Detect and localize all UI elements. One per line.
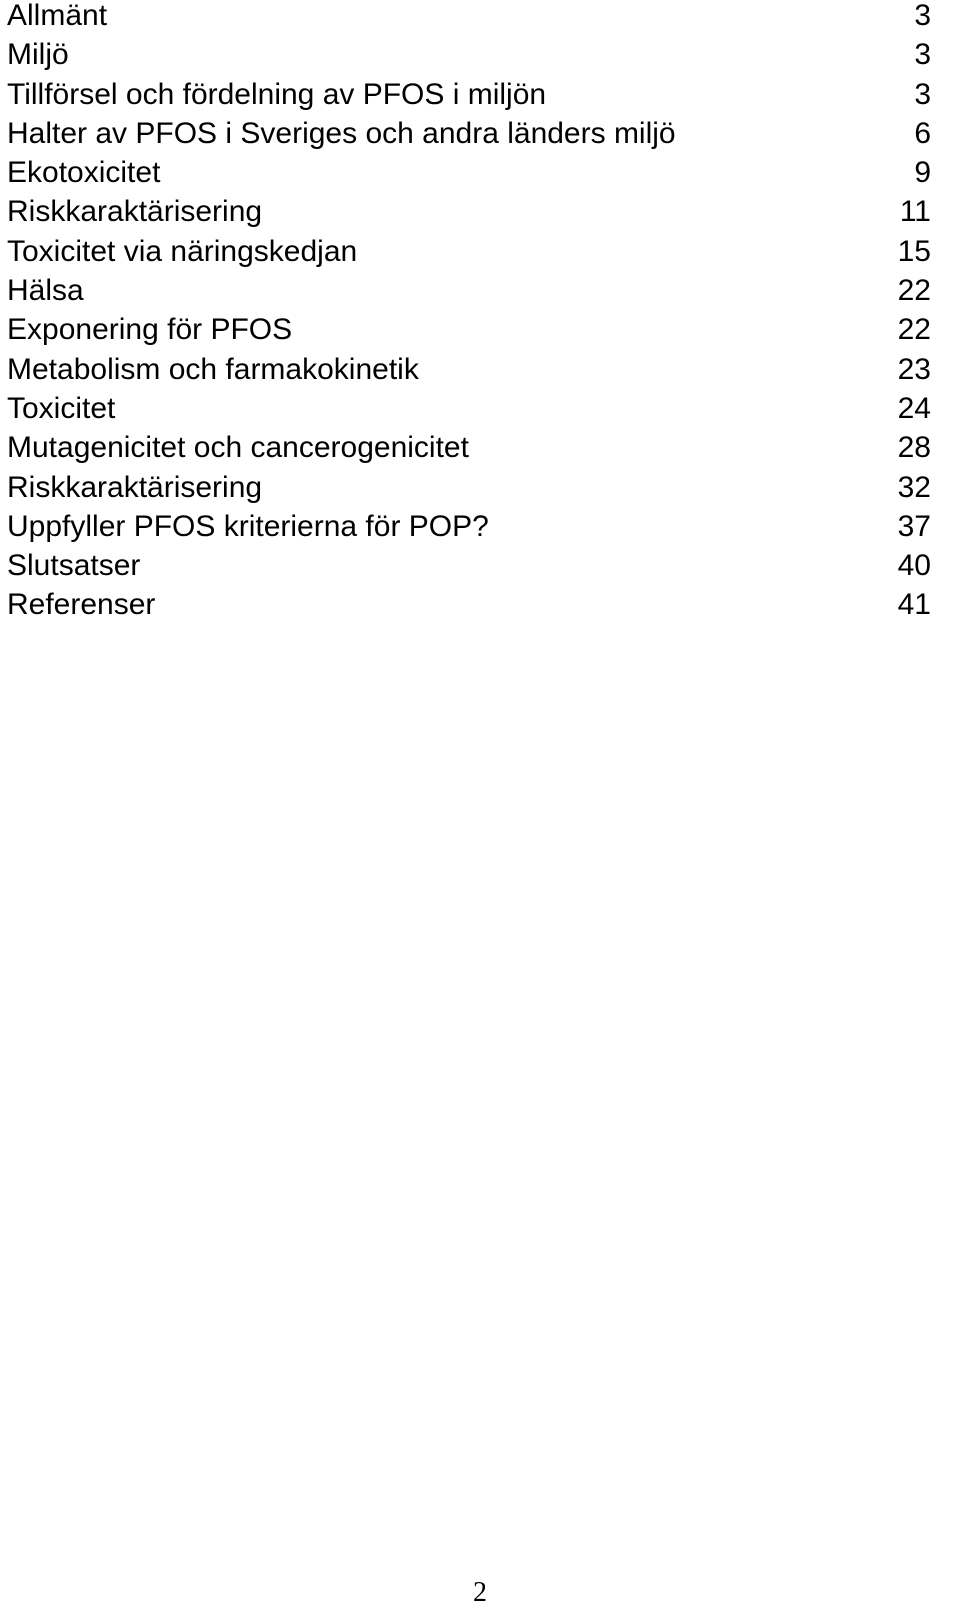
toc-entry-toxicitet <box>7 389 931 428</box>
toc-entry-title: Allmänt <box>7 0 108 32</box>
toc-entry-riskkarakterisering-miljo <box>7 192 931 231</box>
toc-entry-miljo <box>7 35 931 74</box>
toc-entry-title: Metabolism och farmakokinetik <box>7 352 419 386</box>
toc-entry-title: Exponering för PFOS <box>7 313 293 347</box>
toc-entry-page-number: 28 <box>897 431 931 465</box>
toc-entry-riskkarakterisering-halsa <box>7 468 931 507</box>
toc-entry-slutsatser <box>7 546 931 585</box>
toc-entry-metabolism <box>7 350 931 389</box>
toc-entry-page-number: 37 <box>897 509 931 543</box>
toc-entry-pop-kriterier <box>7 507 931 546</box>
toc-entry-title: Ekotoxicitet <box>7 156 161 190</box>
toc-entry-page-number: 32 <box>897 470 931 504</box>
toc-entry-page-number: 22 <box>897 313 931 347</box>
toc-entry-referenser <box>7 585 931 624</box>
toc-entry-page-number: 9 <box>914 156 931 190</box>
toc-entry-tillforsel <box>7 75 931 114</box>
toc-entry-title: Halter av PFOS i Sveriges och andra länders miljö <box>7 116 676 150</box>
toc-entry-page-number: 23 <box>897 352 931 386</box>
toc-entry-page-number: 15 <box>897 234 931 268</box>
toc-entry-mutagenicitet <box>7 428 931 467</box>
toc-entry-page-number: 22 <box>897 274 931 308</box>
toc-entry-page-number: 40 <box>897 549 931 583</box>
toc-entry-exponering <box>7 310 931 349</box>
toc-entry-title: Slutsatser <box>7 549 141 583</box>
toc-entry-page-number: 3 <box>914 38 931 72</box>
toc-entry-title: Hälsa <box>7 274 84 308</box>
toc-entry-title: Miljö <box>7 38 69 72</box>
toc-entry-title: Riskkaraktärisering <box>7 195 263 229</box>
toc-entry-title: Toxicitet via näringskedjan <box>7 234 358 268</box>
toc-entry-title: Mutagenicitet och cancerogenicitet <box>7 431 469 465</box>
toc-entry-naringskedjan <box>7 232 931 271</box>
toc-entry-title: Toxicitet <box>7 391 116 425</box>
toc-entry-allmant <box>7 0 931 35</box>
toc-entry-ekotoxicitet <box>7 153 931 192</box>
table-of-contents <box>7 0 931 625</box>
toc-entry-page-number: 24 <box>897 391 931 425</box>
toc-entry-title: Referenser <box>7 588 156 622</box>
toc-entry-title: Uppfyller PFOS kriterierna för POP? <box>7 509 489 543</box>
toc-entry-page-number: 41 <box>897 588 931 622</box>
toc-entry-halter <box>7 114 931 153</box>
page-number: 2 <box>473 1577 487 1608</box>
toc-entry-page-number: 6 <box>914 116 931 150</box>
toc-entry-title: Riskkaraktärisering <box>7 470 263 504</box>
toc-entry-title: Tillförsel och fördelning av PFOS i miljön <box>7 77 547 111</box>
toc-entry-page-number: 3 <box>914 77 931 111</box>
toc-entry-page-number: 11 <box>899 195 931 229</box>
toc-entry-page-number: 3 <box>914 0 931 32</box>
toc-entry-halsa <box>7 271 931 310</box>
